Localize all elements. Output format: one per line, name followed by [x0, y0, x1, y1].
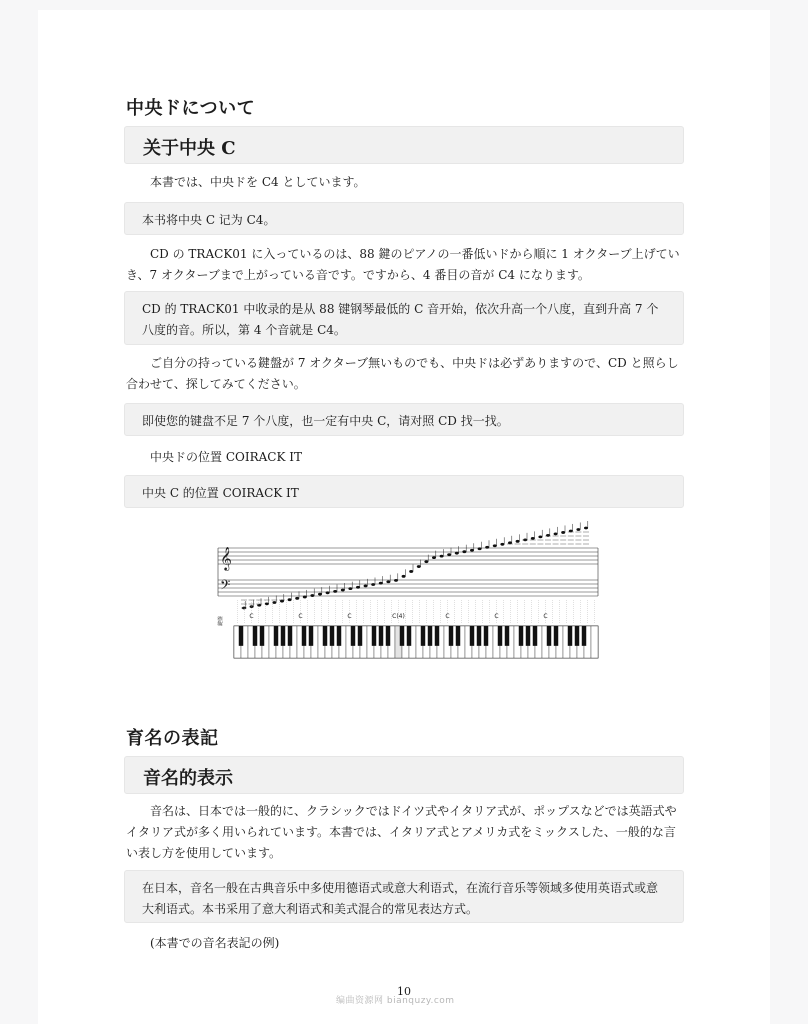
grand-staff	[218, 548, 598, 596]
note-head	[554, 533, 558, 536]
note-head	[432, 556, 436, 559]
section-heading-cn-box	[124, 126, 684, 164]
note-head	[424, 560, 428, 563]
piano-keyboard	[234, 626, 598, 658]
note-head	[386, 580, 390, 583]
note-head	[508, 541, 512, 544]
octave-label: C	[445, 613, 450, 620]
note-head	[576, 528, 580, 531]
note-head	[485, 546, 489, 549]
section-heading-cn: 音名的表示	[143, 768, 233, 789]
octave-label: C(4)	[392, 613, 405, 620]
note-head	[561, 531, 565, 534]
black-key	[456, 626, 460, 646]
figure-caption-jp: 中央ドの位置 COIRACK IT	[150, 450, 302, 464]
note-head	[348, 587, 352, 590]
black-key	[421, 626, 425, 646]
paragraph-cn: CD 的 TRACK01 中收录的是从 88 键钢琴最低的 C 音开始，依次升高一个八度，直到升高 7 个八度的音。所以，第 4 个音就是 C4。	[142, 302, 659, 337]
black-key	[519, 626, 523, 646]
note-head	[303, 596, 307, 599]
note-head	[455, 552, 459, 555]
keyboard-label-icon: 鍵盤	[218, 615, 224, 626]
black-key	[554, 626, 558, 646]
black-key	[309, 626, 313, 646]
note-head	[409, 570, 413, 573]
black-key	[526, 626, 530, 646]
octave-label: C	[347, 613, 352, 620]
note-head	[538, 535, 542, 538]
translation-box	[124, 202, 684, 235]
note-head	[333, 590, 337, 593]
figure-caption-cn: 中央 C 的位置 COIRACK IT	[142, 486, 299, 500]
treble-clef-icon: 𝄞	[220, 546, 232, 570]
note-head	[447, 553, 451, 556]
black-key	[358, 626, 362, 646]
octave-label: C	[494, 613, 499, 620]
paragraph-jp: CD の TRACK01 に入っているのは、88 鍵のピアノの一番低いドから順に 1 オクターブ上げていき、7 オクターブまで上がっている音です。ですから、4 番目の音が C4 になります。	[126, 247, 680, 282]
black-key	[351, 626, 355, 646]
black-key	[281, 626, 285, 646]
note-head	[364, 584, 368, 587]
black-key	[302, 626, 306, 646]
paragraph-cn: 在日本，音名一般在古典音乐中多使用德语式或意大利语式，在流行音乐等领域多使用英语式或意大利语式。本书采用了意大利语式和美式混合的常见表达方式。	[142, 881, 659, 916]
section-heading-cn: 关于中央 C	[143, 138, 236, 159]
octave-label: C	[543, 613, 548, 620]
note-head	[371, 583, 375, 586]
note-head	[546, 534, 550, 537]
black-key	[330, 626, 334, 646]
section-heading-jp: 中央ドについて	[126, 98, 256, 119]
middle-c-figure	[210, 520, 602, 662]
black-key	[288, 626, 292, 646]
note-head	[402, 575, 406, 578]
key-guide-lines	[238, 600, 595, 624]
note-head	[500, 543, 504, 546]
note-head	[470, 549, 474, 552]
note-head	[326, 591, 330, 594]
black-key	[435, 626, 439, 646]
black-key	[547, 626, 551, 646]
black-key	[498, 626, 502, 646]
page-number: 10	[397, 985, 411, 998]
black-key	[323, 626, 327, 646]
note-head	[356, 586, 360, 589]
paragraph-jp: 音名は、日本では一般的に、クラシックではドイツ式やイタリア式が、ポップスなどでは英語式やイタリア式が多く用いられています。本書では、イタリア式とアメリカ式をミックスした、一般的な言い表し方を使用しています。	[126, 804, 677, 860]
note-head	[584, 527, 588, 530]
translation-box	[124, 870, 684, 923]
black-key	[477, 626, 481, 646]
note-head	[318, 593, 322, 596]
note-head	[257, 604, 261, 607]
black-key	[407, 626, 411, 646]
black-key	[400, 626, 404, 646]
example-caption-jp: (本書での音名表記の例)	[150, 936, 280, 950]
octave-label: C	[298, 613, 303, 620]
section-heading-jp: 育名の表記	[126, 728, 219, 749]
note-head	[478, 547, 482, 550]
black-key	[379, 626, 383, 646]
paragraph-jp: 本書では、中央ドを C4 としています。	[150, 175, 366, 189]
section-heading-cn-box	[124, 756, 684, 794]
note-head	[516, 540, 520, 543]
black-key	[533, 626, 537, 646]
black-key	[239, 626, 243, 646]
black-key	[337, 626, 341, 646]
paragraph-jp: ご自分の持っている鍵盤が 7 オクターブ無いものでも、中央ドは必ずありますので、CD と照らし合わせて、探してみてください。	[126, 356, 679, 391]
octave-label: C	[249, 613, 254, 620]
bass-clef-icon: 𝄢	[220, 577, 231, 596]
note-head	[310, 594, 314, 597]
white-key	[591, 626, 598, 658]
black-key	[449, 626, 453, 646]
translation-box	[124, 403, 684, 436]
black-key	[484, 626, 488, 646]
black-key	[428, 626, 432, 646]
black-key	[568, 626, 572, 646]
paragraph-cn: 即使您的键盘不足 7 个八度，也一定有中央 C，请对照 CD 找一找。	[142, 414, 509, 428]
black-key	[505, 626, 509, 646]
watermark: 编曲资源网 bianquzy.com	[336, 996, 455, 1006]
black-key	[253, 626, 257, 646]
note-head	[379, 582, 383, 585]
black-key	[260, 626, 264, 646]
black-key	[274, 626, 278, 646]
note-head	[493, 544, 497, 547]
octave-labels	[249, 613, 547, 620]
translation-box	[124, 475, 684, 508]
note-head	[417, 565, 421, 568]
note-head	[341, 589, 345, 592]
note-head	[272, 601, 276, 604]
note-head	[440, 555, 444, 558]
note-head	[394, 579, 398, 582]
black-key	[582, 626, 586, 646]
black-key	[470, 626, 474, 646]
note-head	[531, 537, 535, 540]
translation-box	[124, 291, 684, 345]
note-head	[288, 598, 292, 601]
black-key	[386, 626, 390, 646]
black-key	[372, 626, 376, 646]
note-head	[462, 550, 466, 553]
paragraph-cn: 本书将中央 C 记为 C4。	[142, 213, 276, 227]
black-key	[575, 626, 579, 646]
note-head	[295, 597, 299, 600]
